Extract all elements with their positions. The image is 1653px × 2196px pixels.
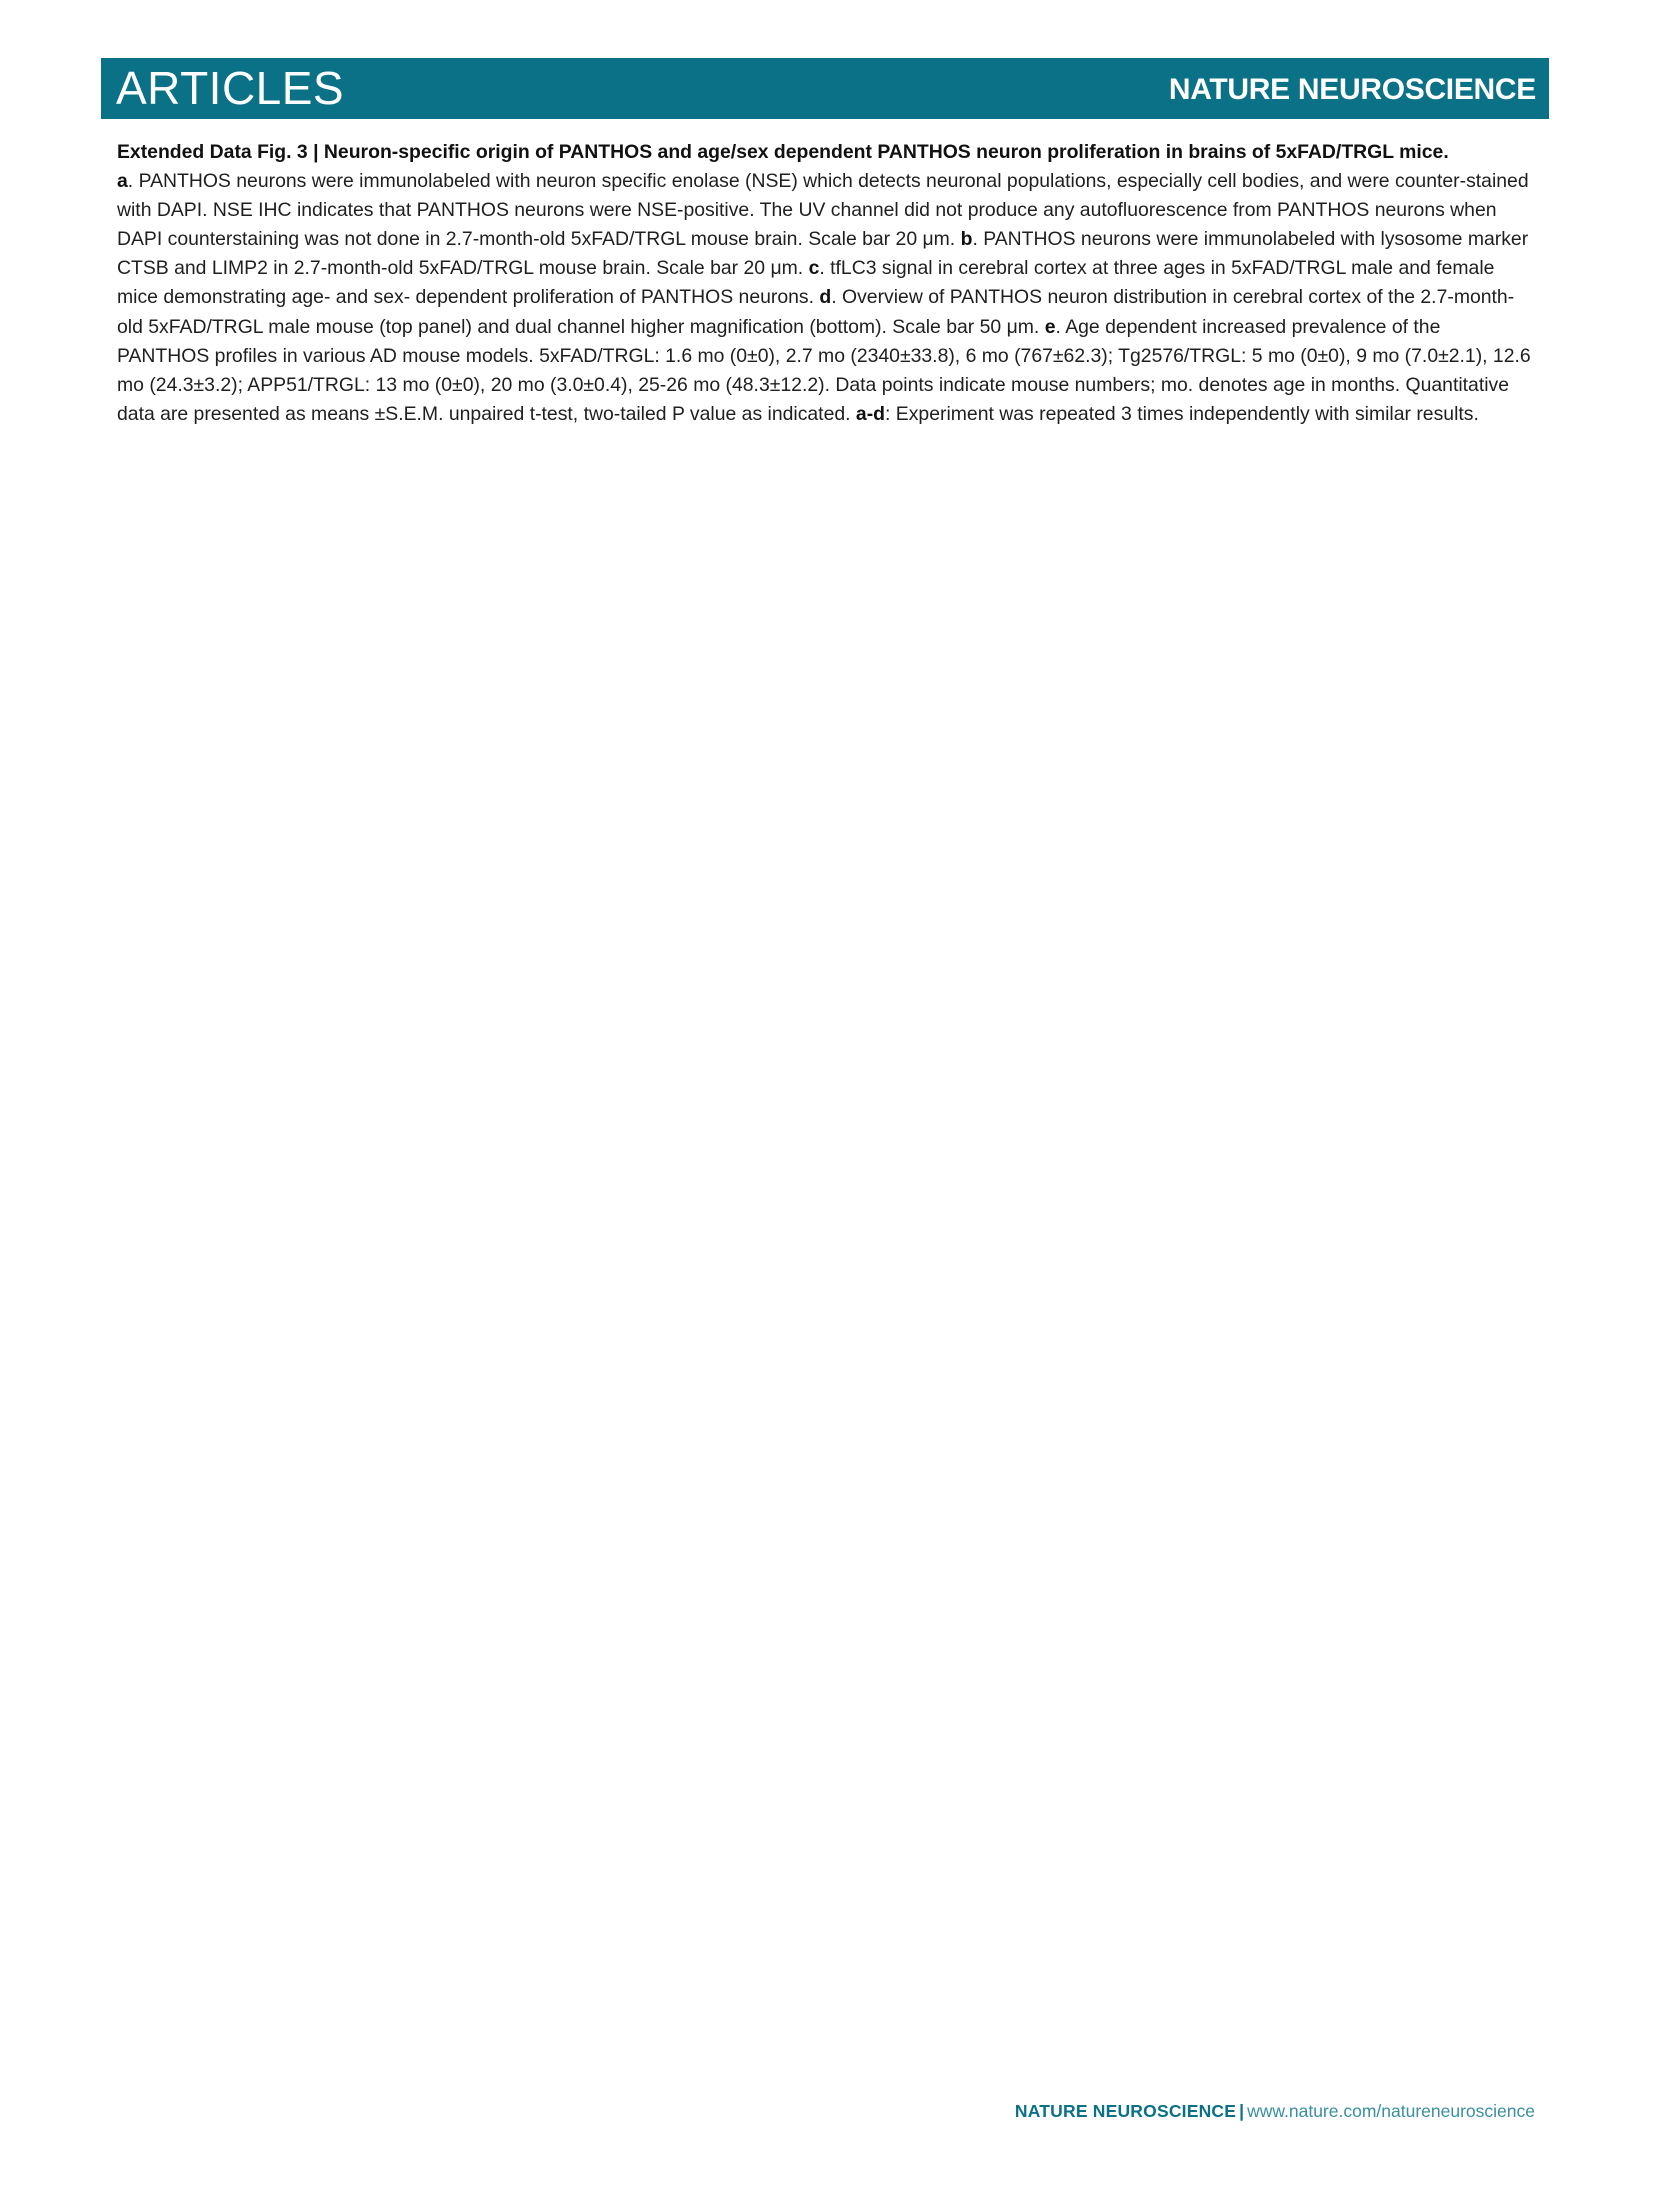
footer-separator: | (1239, 2101, 1245, 2121)
figure-label: Extended Data Fig. 3 | (117, 141, 324, 163)
panel-b-text: . PANTHOS neurons were immunolabeled with lysosome marker CTSB and LIMP2 in 2.7-month-old 5xFAD/TRGL mouse brain. Scale bar 20 μm. (117, 228, 1529, 280)
journal-name: NATURE NEUROSCIENCE (1168, 73, 1536, 106)
footer-journal: NATURE NEUROSCIENCE (1014, 2101, 1237, 2121)
page-footer (1015, 2099, 1535, 2123)
panel-b-label: b (960, 228, 973, 251)
panel-c-label: c (808, 257, 820, 280)
section-label: ARTICLES (116, 62, 345, 114)
panel-d-label: d (819, 286, 832, 309)
panel-ad-text: : Experiment was repeated 3 times independently with similar results. (885, 402, 1479, 425)
panel-ad-label: a-d (855, 402, 886, 425)
figure-caption (117, 138, 1537, 429)
panel-a-text: . PANTHOS neurons were immunolabeled with neuron specific enolase (NSE) which detects neuronal populations, especially cell bodies, and were counter-stained with DAPI. NSE IHC indicates that PANTHOS neurons were NSE-positive. The UV channel did not produce any autofluorescence from PANTHOS neurons when DAPI counterstaining was not done in 2.7-month-old 5xFAD/TRGL mouse brain. Scale bar 20 μm. (117, 170, 1529, 251)
panel-e-label: e (1044, 315, 1056, 338)
panel-a-label: a (117, 170, 128, 193)
figure-title: Neuron-specific origin of PANTHOS and age/sex dependent PANTHOS neuron proliferation in brains of 5xFAD/TRGL mice. (323, 141, 1449, 163)
footer-url-link[interactable]: www.nature.com/natureneuroscience (1247, 2101, 1535, 2121)
panel-e-text: . Age dependent increased prevalence of the PANTHOS profiles in various AD mouse models. 5xFAD/TRGL: 1.6 mo (0±0), 2.7 mo (2340±33.8), 6 mo (767±62.3); Tg2576/TRGL: 5 mo (0±0), 9 mo (7.0±2.1), 12.6 mo (24.3±3.2); APP51/TRGL: 13 mo (0±0), 20 mo (3.0±0.4), 25-26 mo (48.3±12.2). Data points indicate mouse numbers; mo. denotes age in months. Quantitative data are presented as means ±S.E.M. unpaired t-test, two-tailed P value as indicated. (117, 315, 1531, 425)
panel-d-text: . Overview of PANTHOS neuron distribution in cerebral cortex of the 2.7-month-old 5xFAD/TRGL male mouse (top panel) and dual channel higher magnification (bottom). Scale bar 50 μm. (117, 286, 1515, 338)
panel-c-text: . tfLC3 signal in cerebral cortex at three ages in 5xFAD/TRGL male and female mice demonstrating age- and sex- dependent proliferation of PANTHOS neurons. (117, 257, 1495, 309)
